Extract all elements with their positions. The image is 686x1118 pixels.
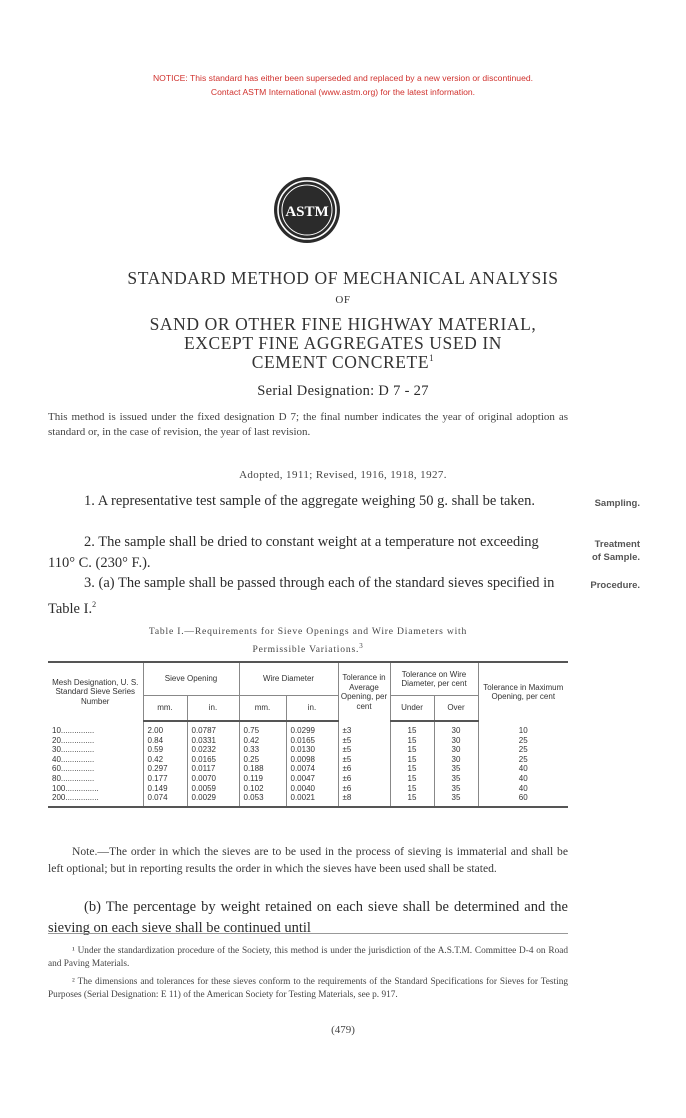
table-row — [48, 755, 568, 765]
header-wire-in: in. — [286, 696, 338, 722]
cell-mesh: 100............... — [52, 783, 99, 793]
header-sieve-opening: Sieve Opening — [143, 662, 239, 696]
cell-open-mm: 0.149 — [143, 784, 187, 794]
logo-text: ASTM — [285, 204, 329, 220]
cell-wire-mm: 0.33 — [239, 745, 286, 755]
table-row — [48, 764, 568, 774]
cell-wire-in: 0.0074 — [286, 764, 338, 774]
header-opening-in: in. — [187, 696, 239, 722]
cell-mesh: 30............... — [52, 745, 95, 755]
side-label-treatment-1: Treatment — [594, 539, 640, 550]
cell-wire-mm: 0.053 — [239, 793, 286, 807]
cell-tol-max: 40 — [478, 784, 568, 794]
cell-under: 15 — [390, 784, 434, 794]
cell-wire-in: 0.0040 — [286, 784, 338, 794]
table-row — [48, 721, 568, 736]
cell-over: 35 — [434, 784, 478, 794]
serial-designation: Serial Designation: D 7 - 27 — [257, 383, 429, 399]
cell-under: 15 — [390, 793, 434, 807]
cell-wire-in: 0.0165 — [286, 736, 338, 746]
cell-tol-max: 40 — [478, 774, 568, 784]
footnote-divider — [48, 933, 568, 934]
cell-under: 15 — [390, 755, 434, 765]
cell-mesh: 80............... — [52, 773, 95, 783]
paragraph-2: 2. The sample shall be dried to constant weight at a temperature not exceeding 110° C. (230° F.). — [48, 534, 539, 571]
notice-line-1: NOTICE: This standard has either been superseded and replaced by a new version or discontinued. — [152, 73, 534, 83]
header-over: Over — [434, 696, 478, 722]
cell-tol-max: 40 — [478, 764, 568, 774]
cell-open-in: 0.0070 — [187, 774, 239, 784]
cell-tol-avg: ±6 — [338, 774, 390, 784]
cell-mesh: 200............... — [48, 793, 143, 807]
cell-open-in: 0.0787 — [187, 721, 239, 736]
cell-wire-mm: 0.188 — [239, 764, 286, 774]
cell-wire-mm: 0.102 — [239, 784, 286, 794]
cell-under: 15 — [390, 764, 434, 774]
cell-tol-avg: ±6 — [338, 764, 390, 774]
cell-wire-in: 0.0021 — [286, 793, 338, 807]
cell-tol-avg: ±8 — [338, 793, 390, 807]
cell-open-mm: 0.074 — [143, 793, 187, 807]
table-row — [48, 793, 568, 807]
page-number: (479) — [331, 1024, 355, 1036]
header-mesh: Mesh Designation, U. S. Standard Sieve Series Number — [48, 662, 143, 721]
cell-open-in: 0.0029 — [187, 793, 239, 807]
cell-under: 15 — [390, 774, 434, 784]
header-under: Under — [390, 696, 434, 722]
cell-tol-max: 25 — [478, 745, 568, 755]
cell-over: 30 — [434, 721, 478, 736]
table-note: Note.—The order in which the sieves are to be used in the process of sieving is immaterial and shall be left optional; but in reporting results the order in which the sieves have been used shall be stated. — [48, 845, 568, 875]
cell-open-mm: 0.42 — [143, 755, 187, 765]
cell-tol-avg: ±6 — [338, 784, 390, 794]
astm-logo — [272, 175, 342, 245]
cell-mesh: 10............... — [52, 725, 95, 735]
table-row — [48, 745, 568, 755]
cell-tol-max: 25 — [478, 755, 568, 765]
table-caption-line-1: Table I.—Requirements for Sieve Openings and Wire Diameters with — [148, 626, 468, 637]
notice-line-2: Contact ASTM International (www.astm.org) for the latest information. — [210, 87, 476, 97]
cell-over: 35 — [434, 793, 478, 807]
cell-mesh: 60............... — [52, 764, 95, 774]
paragraph-3: 3. (a) The sample shall be passed through each of the standard sieves specified in Table I.$^2$ — [48, 575, 555, 617]
cell-under: 15 — [390, 736, 434, 746]
cell-over: 35 — [434, 774, 478, 784]
cell-open-in: 0.0059 — [187, 784, 239, 794]
cell-tol-max: 60 — [478, 793, 568, 807]
paragraph-1: 1. A representative test sample of the aggregate weighing 50 g. shall be taken. — [84, 493, 535, 509]
header-opening-mm: mm. — [143, 696, 187, 722]
cell-tol-max: 10 — [478, 721, 568, 736]
table-row — [48, 784, 568, 794]
cell-open-in: 0.0117 — [187, 764, 239, 774]
cell-open-mm: 0.297 — [143, 764, 187, 774]
cell-mesh: 40............... — [52, 754, 95, 764]
cell-tol-max: 25 — [478, 736, 568, 746]
cell-tol-avg: ±3 — [338, 721, 390, 736]
title-line-5: CEMENT CONCRETE$^1$ — [251, 352, 435, 372]
cell-wire-mm: 0.119 — [239, 774, 286, 784]
cell-open-in: 0.0165 — [187, 755, 239, 765]
header-wire-diameter: Wire Diameter — [239, 662, 338, 696]
table-row — [48, 774, 568, 784]
cell-tol-avg: ±5 — [338, 755, 390, 765]
header-wire-mm: mm. — [239, 696, 286, 722]
cell-open-mm: 2.00 — [143, 721, 187, 736]
cell-open-in: 0.0232 — [187, 745, 239, 755]
cell-over: 30 — [434, 736, 478, 746]
cell-over: 30 — [434, 745, 478, 755]
cell-wire-in: 0.0130 — [286, 745, 338, 755]
cell-wire-mm: 0.25 — [239, 755, 286, 765]
table-caption-line-2: Permissible Variations.$^3$ — [252, 642, 364, 656]
header-tolerance-wire: Tolerance on Wire Diameter, per cent — [390, 662, 478, 696]
cell-open-in: 0.0331 — [187, 736, 239, 746]
cell-tol-avg: ±5 — [338, 736, 390, 746]
footnote-1: ¹ Under the standardization procedure of the Society, this method is under the jurisdiction of the A.S.T.M. Committee D-4 on Road and Paving Materials. — [48, 946, 568, 969]
cell-over: 30 — [434, 755, 478, 765]
cell-open-mm: 0.84 — [143, 736, 187, 746]
footnote-2: ² The dimensions and tolerances for these sieves conform to the requirements of the Standard Specifications for Sieves for Testing Purposes (Serial Designation: E 11) of the American Society for Testing Materials, see p. 917. — [48, 977, 568, 1000]
title-line-2: OF — [335, 294, 351, 306]
header-tolerance-maximum: Tolerance in Maximum Opening, per cent — [478, 662, 568, 721]
cell-wire-in: 0.0098 — [286, 755, 338, 765]
title-line-3: SAND OR OTHER FINE HIGHWAY MATERIAL, — [149, 314, 537, 334]
table-row — [48, 736, 568, 746]
header-tolerance-average: Tolerance in Average Opening, per cent — [338, 662, 390, 721]
cell-wire-in: 0.0047 — [286, 774, 338, 784]
cell-wire-mm: 0.75 — [239, 721, 286, 736]
title-line-1: STANDARD METHOD OF MECHANICAL ANALYSIS — [127, 268, 559, 288]
cell-under: 15 — [390, 721, 434, 736]
side-label-treatment-2: of Sample. — [591, 552, 640, 563]
side-label-procedure: Procedure. — [590, 580, 640, 591]
sieve-requirements-table — [48, 661, 568, 808]
cell-tol-avg: ±5 — [338, 745, 390, 755]
cell-wire-in: 0.0299 — [286, 721, 338, 736]
cell-under: 15 — [390, 745, 434, 755]
cell-open-mm: 0.177 — [143, 774, 187, 784]
title-line-4: EXCEPT FINE AGGREGATES USED IN — [183, 333, 503, 353]
side-label-sampling: Sampling. — [594, 498, 640, 509]
cell-mesh: 20............... — [52, 735, 95, 745]
adopted-line: Adopted, 1911; Revised, 1916, 1918, 1927. — [239, 469, 447, 481]
intro-text: This method is issued under the fixed designation D 7; the final number indicates the year of original adoption as standard or, in the case of revision, the year of last revision. — [48, 411, 568, 438]
cell-wire-mm: 0.42 — [239, 736, 286, 746]
cell-over: 35 — [434, 764, 478, 774]
cell-open-mm: 0.59 — [143, 745, 187, 755]
paragraph-b: (b) The percentage by weight retained on each sieve shall be determined and the sieving on each sieve shall be continued until — [48, 899, 568, 936]
